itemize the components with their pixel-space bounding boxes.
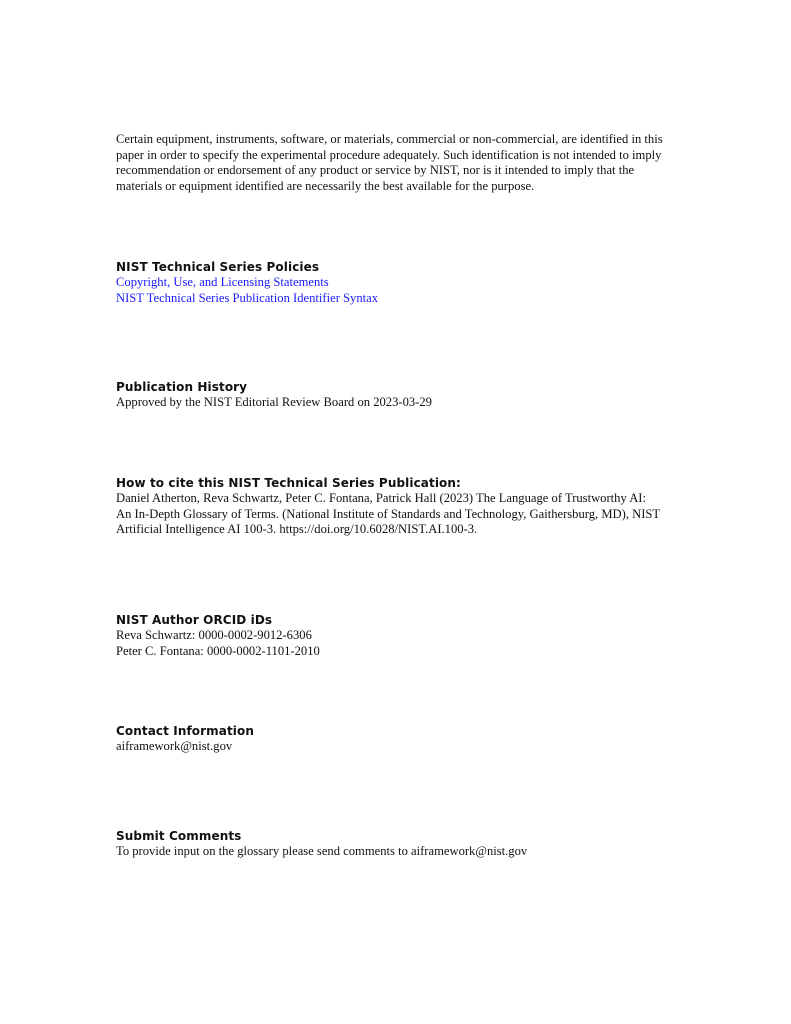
policies-heading: NIST Technical Series Policies — [116, 260, 320, 274]
disclaimer-line: Certain equipment, instruments, software, or materials, commercial or non-commercial, are identified in this — [116, 132, 663, 146]
history-text: Approved by the NIST Editorial Review Board on 2023-03-29 — [116, 395, 432, 409]
policies-section — [116, 259, 696, 306]
submit-comments-section — [116, 828, 696, 860]
contact-section — [116, 723, 696, 755]
disclaimer-line: materials or equipment identified are necessarily the best available for the purpose. — [116, 178, 535, 193]
citation-line: An In-Depth Glossary of Terms. (National Institute of Standards and Technology, Gaithersburg, MD), NIST — [116, 506, 661, 521]
comments-text: To provide input on the glossary please send comments to aiframework@nist.gov — [116, 844, 528, 858]
history-heading: Publication History — [116, 380, 248, 394]
orcid-entry: Reva Schwartz: 0000-0002-9012-6306 — [116, 628, 312, 642]
publication-history-section — [116, 379, 696, 411]
comments-heading: Submit Comments — [116, 829, 242, 843]
disclaimer-line: recommendation or endorsement of any product or service by NIST, nor is it intended to imply that the — [116, 163, 635, 177]
citation-section — [116, 475, 696, 538]
orcid-heading: NIST Author ORCID iDs — [116, 613, 273, 627]
copyright-link[interactable]: Copyright, Use, and Licensing Statements — [116, 275, 329, 289]
disclaimer-section — [116, 132, 696, 194]
orcid-entry: Peter C. Fontana: 0000-0002-1101-2010 — [116, 643, 320, 658]
contact-heading: Contact Information — [116, 724, 254, 738]
disclaimer-line: paper in order to specify the experimental procedure adequately. Such identification is not intended to imply — [116, 147, 662, 162]
orcid-section — [116, 612, 696, 659]
citation-line: Artificial Intelligence AI 100-3. https://doi.org/10.6028/NIST.AI.100-3. — [116, 522, 478, 536]
citation-line: Daniel Atherton, Reva Schwartz, Peter C. Fontana, Patrick Hall (2023) The Language of Trustworthy AI: — [116, 491, 647, 505]
contact-email: aiframework@nist.gov — [116, 739, 233, 753]
identifier-syntax-link[interactable]: NIST Technical Series Publication Identifier Syntax — [116, 290, 379, 305]
citation-heading: How to cite this NIST Technical Series Publication: — [116, 476, 461, 490]
